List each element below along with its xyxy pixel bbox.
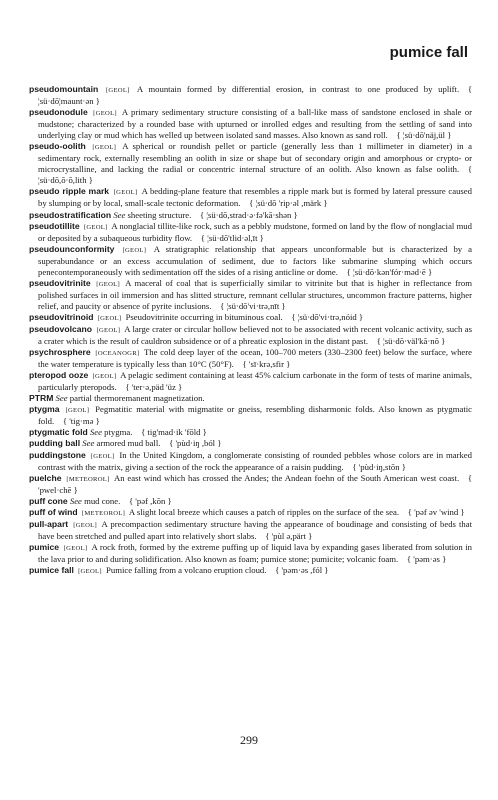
- entry-field-label: [METEOROL]: [66, 475, 110, 483]
- entry-headword: pseudounconformity: [29, 243, 115, 254]
- dictionary-entry: [29, 244, 472, 278]
- entry-definition: armored mud ball.: [96, 438, 161, 449]
- entry-headword: pseudostratification: [29, 209, 112, 220]
- entry-headword: PTRM: [29, 393, 54, 404]
- entry-field-label: [OCEANOGR]: [95, 350, 140, 358]
- entry-headword: pseudovitrinoid: [29, 311, 94, 322]
- entry-definition: Pegmatitic material with migmatite or gneiss, resembling disharmonic folds. Also known as ptygmatic fold.: [38, 404, 473, 427]
- entry-definition: A nonglacial tillite-like rock, such as a pebbly mudstone, formed on land by the flow of nonglacial mud or deposited by a subaqueous turbidity flow.: [38, 220, 472, 243]
- entry-field-label: [METEOROL]: [81, 509, 126, 517]
- entry-pronunciation: { ¦sü·dō'vi·trə,nīt }: [220, 300, 286, 311]
- entry-headword: pumice: [29, 541, 60, 552]
- entry-definition: partial thermoremanent magnetization.: [69, 393, 205, 404]
- entry-pronunciation: { 'pəf ,kōn }: [128, 495, 172, 506]
- entry-pronunciation: { ¦sü·dō'tlid·əl,īt }: [200, 232, 264, 243]
- dictionary-entry: [29, 324, 472, 347]
- entry-field-label: [GEOL]: [63, 544, 88, 552]
- entry-headword: pseudonodule: [29, 107, 88, 118]
- entry-definition: A slight local breeze which causes a patch of ripples on the surface of the sea.: [128, 506, 400, 517]
- entry-pronunciation: { ¦sü·dō¦maunt·ən }: [38, 84, 472, 107]
- entry-pronunciation: { ¦sü·dō'vi·trə,nóid }: [291, 311, 364, 322]
- dictionary-entry: [29, 210, 472, 221]
- entry-headword: pumice fall: [29, 564, 74, 575]
- entry-pronunciation: { ¦sü·dō,ō·ō,lith }: [38, 164, 472, 186]
- entry-pronunciation: { 'pùd·iŋ,stōn }: [352, 461, 406, 472]
- entry-pronunciation: { 'pəm·əs ,fól }: [275, 564, 329, 575]
- entry-field-label: [GEOL]: [90, 452, 115, 460]
- entry-headword: pseudo ripple mark: [29, 186, 110, 197]
- page-number: 299: [240, 733, 258, 747]
- entry-pronunciation: { ¦sü·dō,strad·ə·fə'kā·shən }: [199, 209, 298, 220]
- entry-see-reference: See: [69, 495, 82, 506]
- dictionary-entry: [29, 370, 472, 393]
- entry-definition: A pelagic sediment containing at least 45% calcium carbonate in the form of tests of marine animals, particularly pteropods.: [38, 370, 472, 393]
- entry-definition: A precompaction sedimentary structure having the appearance of boudinage and consisting of beds that have been stretched and pulled apart into relatively short slabs.: [38, 518, 472, 541]
- entry-headword: puddingstone: [29, 449, 86, 460]
- dictionary-entry: [29, 450, 472, 473]
- entry-definition: ptygma.: [104, 427, 133, 438]
- entry-field-label: [GEOL]: [92, 373, 117, 381]
- entry-definition: A spherical or roundish pellet or particle (generally less than 1 millimeter in diameter) in a sedimentary rock, externally resembling an oolith in size or shape but of secondary origin and amorphous or crypto- or microcrystalline, and lacking the radial or concentric internal structure of an oolith. Also known as false oolith.: [38, 141, 472, 175]
- dictionary-column: [29, 84, 472, 577]
- entry-headword: pudding ball: [29, 438, 81, 449]
- entry-headword: pull-apart: [29, 518, 69, 529]
- entry-field-label: [GEOL]: [78, 567, 102, 575]
- entry-definition: In the United Kingdom, a conglomerate consisting of rounded pebbles whose colors are in marked contrast with the matrix, giving a section of the rock the appearance of a raisin pudding.: [38, 449, 473, 472]
- dictionary-entry: [29, 312, 472, 324]
- entry-definition: A bedding-plane feature that resembles a ripple mark but is formed by lateral pressure caused by slumping or by local, small-scale tectonic deformation.: [38, 186, 472, 209]
- dictionary-entry: [29, 404, 472, 427]
- entry-definition: The cold deep layer of the ocean, 100–700 meters (330–2300 feet) below the surface, where the water temperature is typically less than 10°C (50°F).: [38, 347, 473, 370]
- entry-field-label: [GEOL]: [93, 110, 117, 118]
- entry-headword: ptygmatic fold: [29, 427, 88, 438]
- entry-headword: ptygma: [29, 404, 60, 415]
- dictionary-entry: [29, 347, 472, 370]
- entry-pronunciation: { 'pəf əv 'wind }: [407, 506, 465, 517]
- dictionary-entry: [29, 278, 472, 312]
- entry-headword: pteropod ooze: [29, 370, 89, 381]
- dictionary-entry: [29, 438, 472, 449]
- entry-field-label: [GEOL]: [83, 223, 108, 231]
- entry-field-label: [GEOL]: [92, 144, 117, 152]
- entry-pronunciation: { 'sī·krə,sfir }: [242, 359, 291, 370]
- entry-pronunciation: { 'tig·mə }: [62, 416, 100, 427]
- dictionary-entry: [29, 519, 472, 542]
- entry-field-label: [GEOL]: [65, 407, 90, 415]
- entry-pronunciation: { ¦sü·dō'näj,ül }: [396, 130, 452, 141]
- entry-pronunciation: { tig'mad·ik 'fōld }: [141, 427, 207, 438]
- entry-definition: A large crater or circular hollow believed not to be associated with recent volcanic activity, such as a crater which is the result of cauldron subsidence or of a phreatic explosion in the distant past.: [38, 323, 473, 347]
- entry-headword: puff of wind: [29, 506, 78, 517]
- entry-definition: Pseudovitrinite occurring in bituminous coal.: [125, 311, 283, 322]
- entry-definition: An east wind which has crossed the Andes; the Andean foehn of the South American west coast.: [113, 472, 460, 483]
- entry-field-label: [GEOL]: [73, 521, 97, 529]
- dictionary-entry: [29, 542, 472, 565]
- entry-field-label: [GEOL]: [96, 280, 120, 288]
- entry-see-reference: See: [113, 209, 126, 220]
- dictionary-entry: [29, 496, 472, 507]
- entry-headword: psychrosphere: [29, 347, 91, 358]
- dictionary-entry: [29, 473, 472, 496]
- entry-headword: pseudomountain: [29, 84, 99, 94]
- dictionary-entry: [29, 393, 472, 404]
- entry-field-label: [GEOL]: [113, 189, 138, 197]
- dictionary-entry: [29, 107, 472, 141]
- entry-definition: sheeting structure.: [127, 209, 192, 220]
- entry-definition: A stratigraphic relationship that appears unconformable but is characterized by a superabundance or an excess accumulation of sediment, due to factors like submarine slumping which occurs penecontemporaneously with sedimentation off the sides of a rising anticline or dome.: [38, 243, 472, 277]
- entry-see-reference: See: [89, 427, 102, 438]
- entry-definition: A mountain formed by differential erosion, in contrast to one produced by uplift.: [136, 84, 460, 94]
- dictionary-entry: [29, 565, 472, 577]
- entry-pronunciation: { 'pùd·iŋ ,ból }: [169, 438, 222, 449]
- entry-definition: Pumice falling from a volcano eruption cloud.: [106, 564, 267, 575]
- dictionary-entry: [29, 221, 472, 244]
- dictionary-entry: [29, 507, 472, 519]
- entry-see-reference: See: [82, 438, 95, 449]
- entry-headword: puff cone: [29, 495, 68, 506]
- running-head: pumice fall: [389, 44, 468, 61]
- entry-pronunciation: { 'pwel·chē }: [38, 472, 473, 495]
- entry-field-label: [GEOL]: [122, 246, 147, 254]
- entry-headword: pseudovolcano: [29, 323, 93, 334]
- entry-definition: A primary sedimentary structure consisting of a ball-like mass of sandstone enclosed in shale or mudstone; characterized by a rounded base with upturned or inrolled edges and resulting from the settling of sand into underlying clay or mud which has welled up between isolated sand masses. Also known as sand roll.: [38, 107, 472, 141]
- entry-headword: pseudovitrinite: [29, 277, 91, 288]
- entry-pronunciation: { ¦sü·dō·kən'fór·məd·ē }: [346, 266, 433, 277]
- dictionary-entry: [29, 141, 472, 186]
- dictionary-entry: [29, 186, 472, 209]
- entry-field-label: [GEOL]: [97, 314, 122, 322]
- entry-definition: A rock froth, formed by the extreme puffing up of liquid lava by expanding gases liberated from solution in the lava prior to and during solidification. Also known as foam; pumice stone; pumicite; volcanic foam.: [38, 541, 472, 564]
- entry-pronunciation: { 'pùl ə,pärt }: [265, 530, 313, 541]
- entry-pronunciation: { ¦sü·dō 'rip·əl ,märk }: [249, 198, 328, 209]
- entry-definition: A maceral of coal that is superficially similar to vitrinite but that is higher in reflectance from polished surfaces in oil immersion and has slitted structure, remnant cellular structures, uncommon fracture patterns, higher relief, and paucity or absence of pyrite inclusions.: [38, 277, 472, 311]
- entry-pronunciation: { ¦sü·dō·väl'kā·nō }: [376, 336, 446, 347]
- entry-headword: pseudo-oolith: [29, 141, 86, 152]
- entry-definition: mud cone.: [84, 495, 121, 506]
- entry-headword: puelche: [29, 472, 62, 483]
- dictionary-entry: [29, 427, 472, 438]
- entry-field-label: [GEOL]: [96, 326, 121, 334]
- entry-pronunciation: { 'pəm·əs }: [406, 553, 447, 564]
- entry-pronunciation: { 'ter·ə,päd 'üz }: [125, 382, 183, 393]
- entry-see-reference: See: [55, 393, 68, 404]
- entry-headword: pseudotillite: [29, 220, 80, 231]
- dictionary-entry: [29, 84, 472, 107]
- entry-field-label: [GEOL]: [105, 87, 130, 94]
